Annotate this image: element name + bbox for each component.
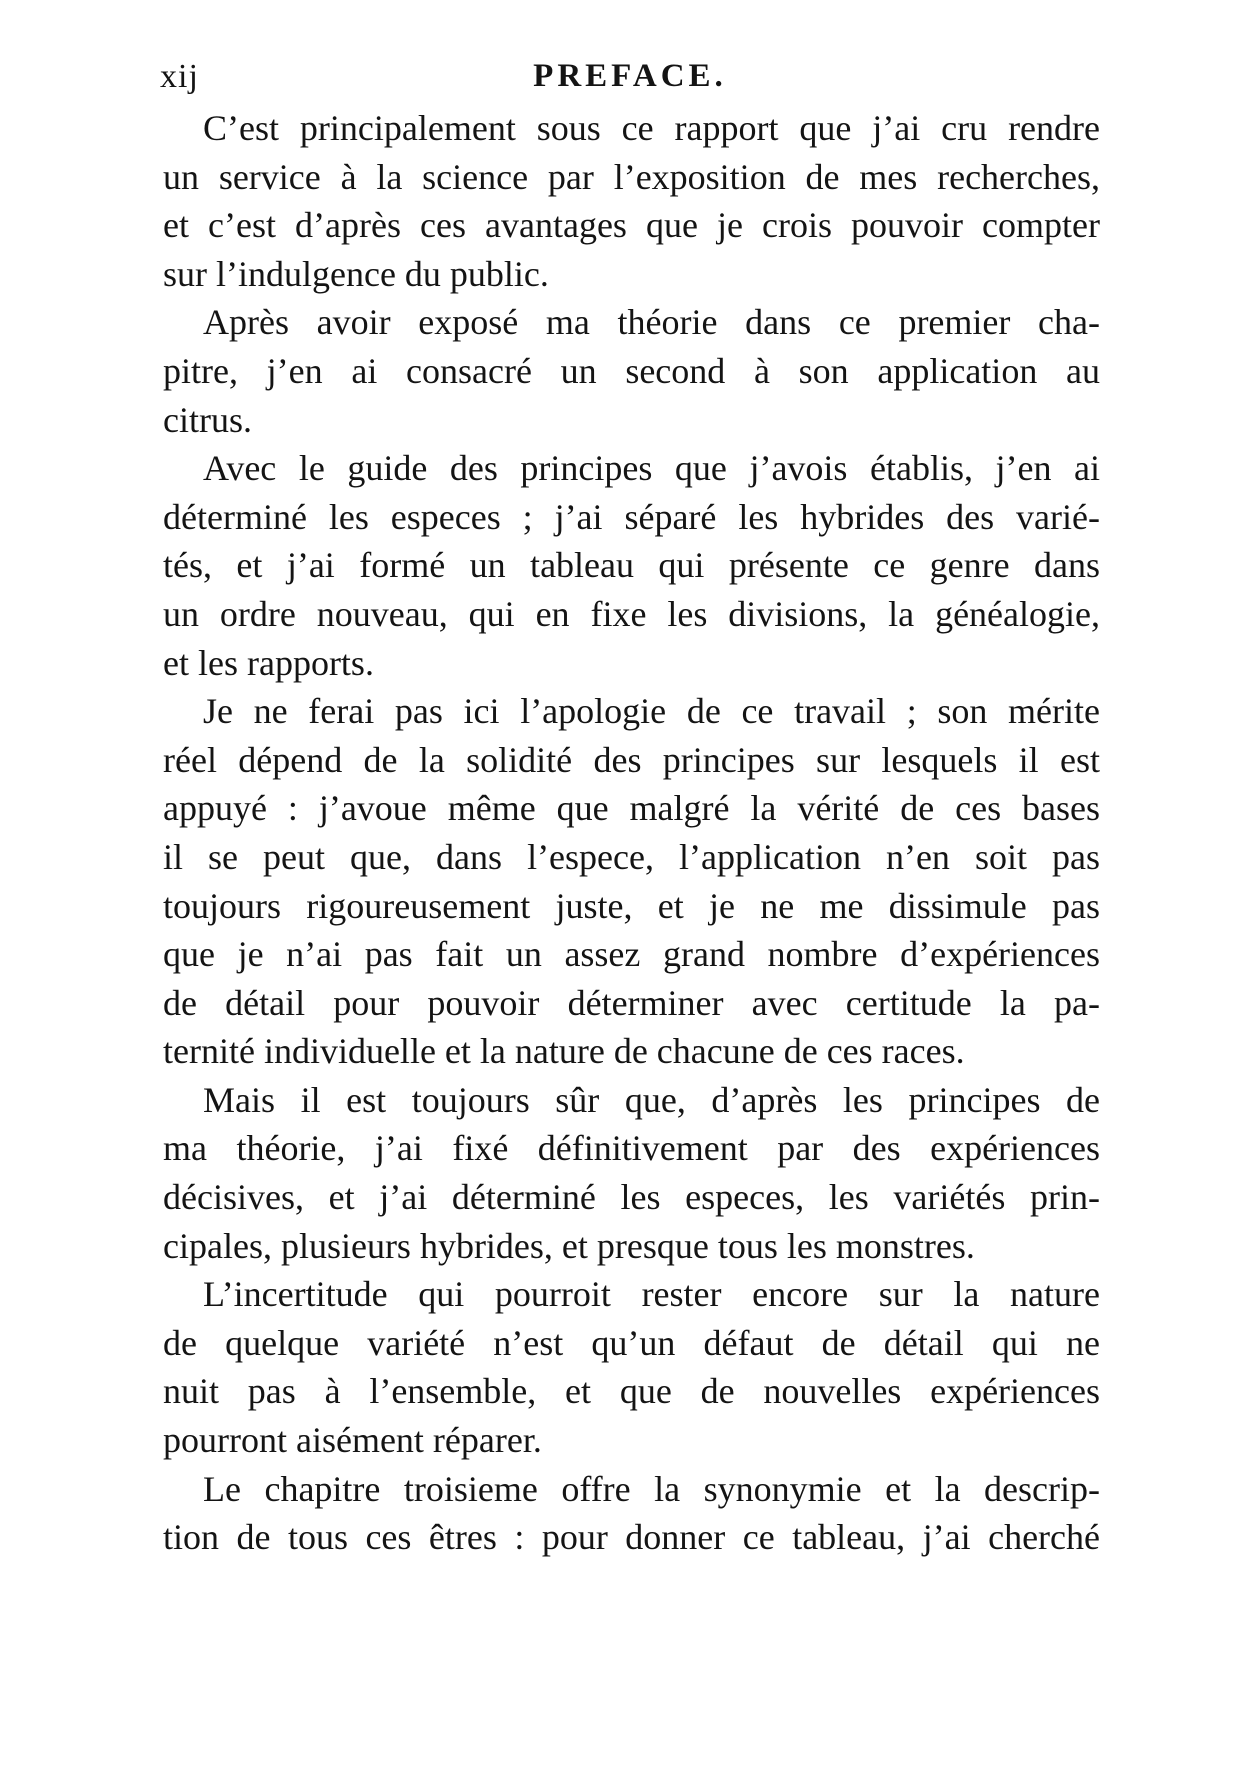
text-line: sur l’indulgence du public. [163,253,549,294]
text-line: réel dépend de la solidité des principes sur lesquels il est [163,739,1100,780]
text-line: un ordre nouveau, qui en fixe les divisions, la généalogie, [163,593,1100,634]
text-line: déterminé les especes ; j’ai séparé les hybrides des varié- [163,496,1100,537]
text-line: C’est principalement sous ce rapport que j’ai cru rendre [203,108,1100,148]
text-line: et les rapports. [163,642,374,683]
text-line: tés, et j’ai formé un tableau qui présente ce genre dans [163,545,1100,586]
paragraph [163,104,1100,298]
paragraph [163,1270,1100,1464]
text-line: ma théorie, j’ai fixé définitivement par des expériences [163,1128,1100,1169]
text-line: cipales, plusieurs hybrides, et presque tous les monstres. [163,1225,975,1266]
text-line: toujours rigoureusement juste, et je ne me dissimule pas [163,885,1100,926]
text-line: nuit pas à l’ensemble, et que de nouvelles expériences [163,1371,1100,1412]
text-line: pitre, j’en ai consacré un second à son application au [163,350,1100,391]
text-line: Avec le guide des principes que j’avois établis, j’en ai [203,448,1100,489]
text-line: L’incertitude qui pourroit rester encore sur la nature [203,1274,1100,1315]
paragraph [163,687,1100,1076]
paragraph [163,1076,1100,1270]
running-head [160,58,1100,108]
text-line: et c’est d’après ces avantages que je crois pouvoir compter [163,205,1100,246]
text-line: tion de tous ces êtres : pour donner ce tableau, j’ai cherché [163,1517,1100,1558]
body-text [163,104,1100,1562]
text-line: décisives, et j’ai déterminé les especes, les variétés prin- [163,1177,1100,1218]
paragraph [163,444,1100,687]
text-line: de détail pour pouvoir déterminer avec certitude la pa- [163,982,1100,1023]
text-line: appuyé : j’avoue même que malgré la vérité de ces bases [163,788,1100,829]
text-line: de quelque variété n’est qu’un défaut de détail qui ne [163,1322,1100,1363]
text-line: que je n’ai pas fait un assez grand nombre d’expériences [163,934,1100,975]
page-title: PREFACE. [533,58,727,94]
text-line: pourront aisément réparer. [163,1420,542,1461]
text-line: citrus. [163,399,252,440]
paragraph [163,1465,1100,1562]
text-line: ternité individuelle et la nature de chacune de ces races. [163,1031,965,1072]
text-line: il se peut que, dans l’espece, l’application n’en soit pas [163,836,1100,877]
text-line: Après avoir exposé ma théorie dans ce premier cha- [203,302,1100,343]
paragraph [163,298,1100,444]
text-line: Le chapitre troisieme offre la synonymie et la descrip- [203,1468,1100,1509]
text-line: Je ne ferai pas ici l’apologie de ce travail ; son mérite [203,691,1100,732]
text-line: Mais il est toujours sûr que, d’après les principes de [203,1079,1100,1120]
text-line: un service à la science par l’exposition de mes recherches, [163,156,1100,197]
page-number: xij [160,58,199,95]
